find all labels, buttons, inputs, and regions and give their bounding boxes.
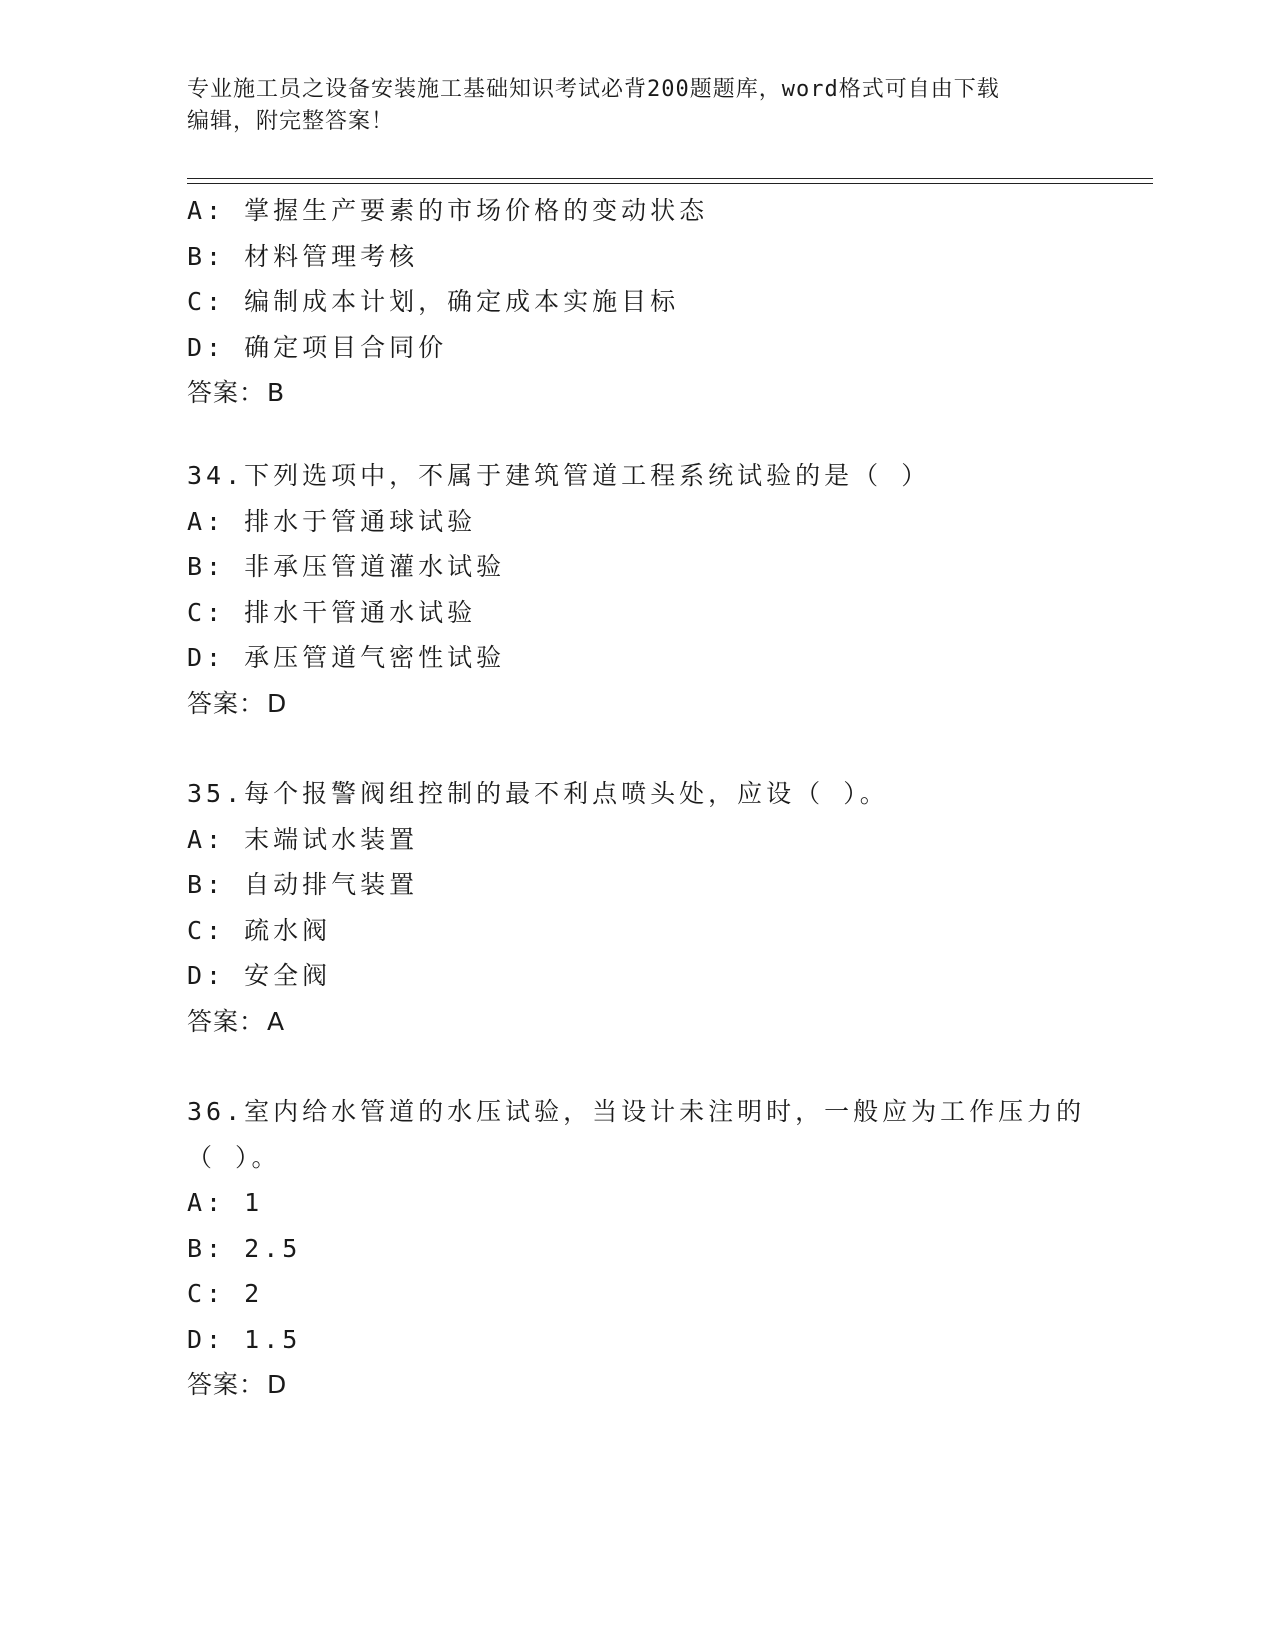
question-stem: 34.下列选项中，不属于建筑管道工程系统试验的是（ ） (187, 461, 931, 490)
question-36 (187, 1089, 1087, 1408)
option-a: A: 末端试水装置 (187, 824, 419, 854)
answer-line: 答案：A (187, 1006, 286, 1036)
answer-line: 答案：D (187, 1370, 288, 1399)
option-b: B: 自动排气装置 (187, 870, 419, 899)
option-c: C: 排水干管通水试验 (187, 597, 477, 627)
option-a: A: 排水于管通球试验 (187, 506, 477, 536)
option-d: D: 承压管道气密性试验 (187, 643, 506, 672)
option-c: C: 编制成本计划，确定成本实施目标 (187, 287, 680, 316)
option-d: D: 安全阀 (187, 961, 332, 990)
question-stem-line-1: 36.室内给水管道的水压试验，当设计未注明时，一般应为工作压力的 (187, 1097, 1086, 1126)
header-rule-bottom (187, 183, 1153, 184)
option-b: B: 非承压管道灌水试验 (187, 552, 506, 581)
question-33-continued (187, 188, 1087, 416)
question-34 (187, 453, 1087, 726)
option-b: B: 材料管理考核 (187, 241, 419, 271)
question-stem: 35.每个报警阀组控制的最不利点喷头处，应设（ ）。 (187, 779, 889, 808)
question-35 (187, 771, 1087, 1044)
option-d: D: 1.5 (187, 1324, 302, 1354)
option-c: C: 疏水阀 (187, 915, 332, 945)
answer-line: 答案：B (187, 378, 286, 407)
option-d: D: 确定项目合同价 (187, 332, 448, 362)
question-stem-line-2: （ ）。 (187, 1142, 281, 1172)
header-rule-top (187, 178, 1153, 179)
option-b: B: 2.5 (187, 1233, 302, 1263)
option-c: C: 2 (187, 1279, 264, 1308)
header-title-line-2: 编辑，附完整答案！ (187, 109, 395, 134)
document-header (187, 74, 1087, 138)
header-title-line-1: 专业施工员之设备安装施工基础知识考试必背200题题库，word格式可自由下载 (187, 77, 1000, 102)
answer-line: 答案：D (187, 688, 288, 718)
option-a: A: 1 (187, 1188, 264, 1217)
option-a: A: 掌握生产要素的市场价格的变动状态 (187, 196, 709, 225)
